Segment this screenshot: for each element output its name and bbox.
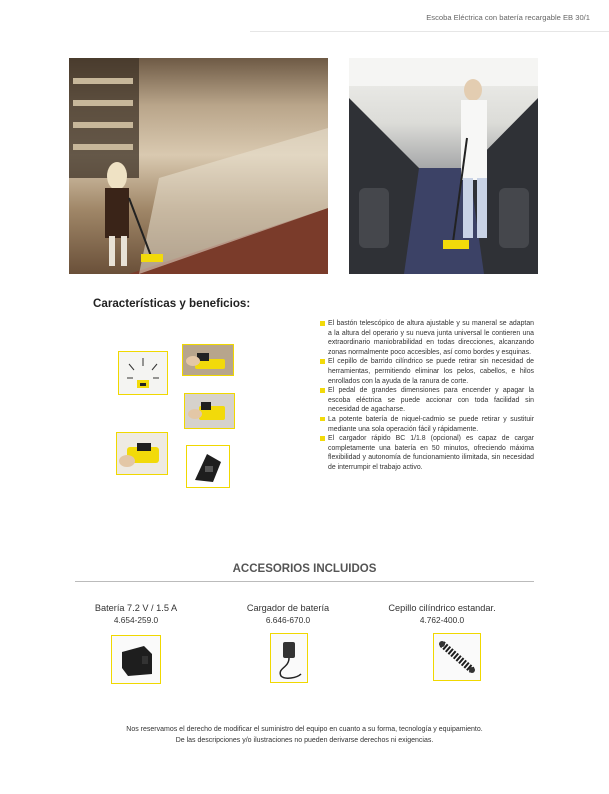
bullet-square-icon <box>320 321 325 326</box>
benefits-list <box>320 319 534 473</box>
accessories-heading: ACCESORIOS INCLUIDOS <box>232 563 377 575</box>
accessory-code-battery: 4.654-259.0 <box>113 615 159 625</box>
bullet-square-icon <box>320 388 325 393</box>
charger-image <box>270 633 308 683</box>
accessory-code-charger: 6.646-670.0 <box>265 615 311 625</box>
benefit-text: La potente batería de niquel-cadmio se puede retirar y sustituir mediante una sola operación fácil y rápidamente. <box>328 415 534 433</box>
airplane-cabin-photo <box>349 58 538 274</box>
benefit-text: El cargador rápido BC 1/1.8 (opcional) es capaz de cargar completamente una batería en 50 minutos, ofreciendo máxima flexibilidad y autonomía de funcionamiento ilimitada, sin necesidad de interrumpir el trabajo activo. <box>328 435 534 471</box>
bullet-square-icon <box>320 436 325 441</box>
header-divider <box>250 31 609 32</box>
benefit-item <box>320 357 534 386</box>
bullet-square-icon <box>320 417 325 422</box>
benefit-item <box>320 434 534 472</box>
maneuverability-diagram-thumbnail <box>118 351 168 395</box>
brush-removal-thumbnail <box>182 344 234 376</box>
benefits-heading: Características y beneficios: <box>93 297 251 310</box>
benefit-item <box>320 386 534 415</box>
benefit-text: El bastón telescópico de altura ajustable y su maneral se adaptan a la altura del operario y su nueva junta universal le contieren una extraordinario maniobrabilidad en todas direcciones, alcanzando zonas normalmente poco accesibles, así como bordes y esquinas. <box>328 320 534 356</box>
supermarket-photo <box>69 58 328 274</box>
battery-image <box>111 635 161 684</box>
accessory-name-charger: Cargador de batería <box>246 603 330 613</box>
document-title: Escoba Eléctrica con batería recargable EB 30/1 <box>426 13 590 22</box>
pedal-switch-thumbnail <box>184 393 235 429</box>
benefit-text: El cepillo de barrido cilíndrico se puede retirar sin necesidad de herramientas, permitiendo eliminar los pelos, cabellos, e hilos enrollados con la ayuda de la ranura de corte. <box>328 358 534 385</box>
cylindrical-brush-image <box>433 633 481 681</box>
benefit-item <box>320 319 534 357</box>
accessory-code-brush: 4.762-400.0 <box>419 615 465 625</box>
benefit-text: El pedal de grandes dimensiones para encender y apagar la escoba eléctrica se puede accionar con toda facilidad sin necesidad de agacharse. <box>328 387 534 414</box>
disclaimer-line-2: De las descripciones y/o ilustraciones no pueden derivarse derechos ni exigencias. <box>175 737 434 744</box>
accessory-name-battery: Batería 7.2 V / 1.5 A <box>94 603 178 613</box>
benefit-item <box>320 415 534 434</box>
accessory-name-brush: Cepillo cilíndrico estandar. <box>388 603 496 613</box>
accessories-divider <box>75 581 534 582</box>
bullet-square-icon <box>320 359 325 364</box>
disclaimer-line-1: Nos reservamos el derecho de modificar el suministro del equipo en cuanto a su forma, tecnología y equipamiento. <box>126 726 483 733</box>
battery-removal-thumbnail <box>116 432 168 475</box>
charger-thumbnail <box>186 445 230 488</box>
